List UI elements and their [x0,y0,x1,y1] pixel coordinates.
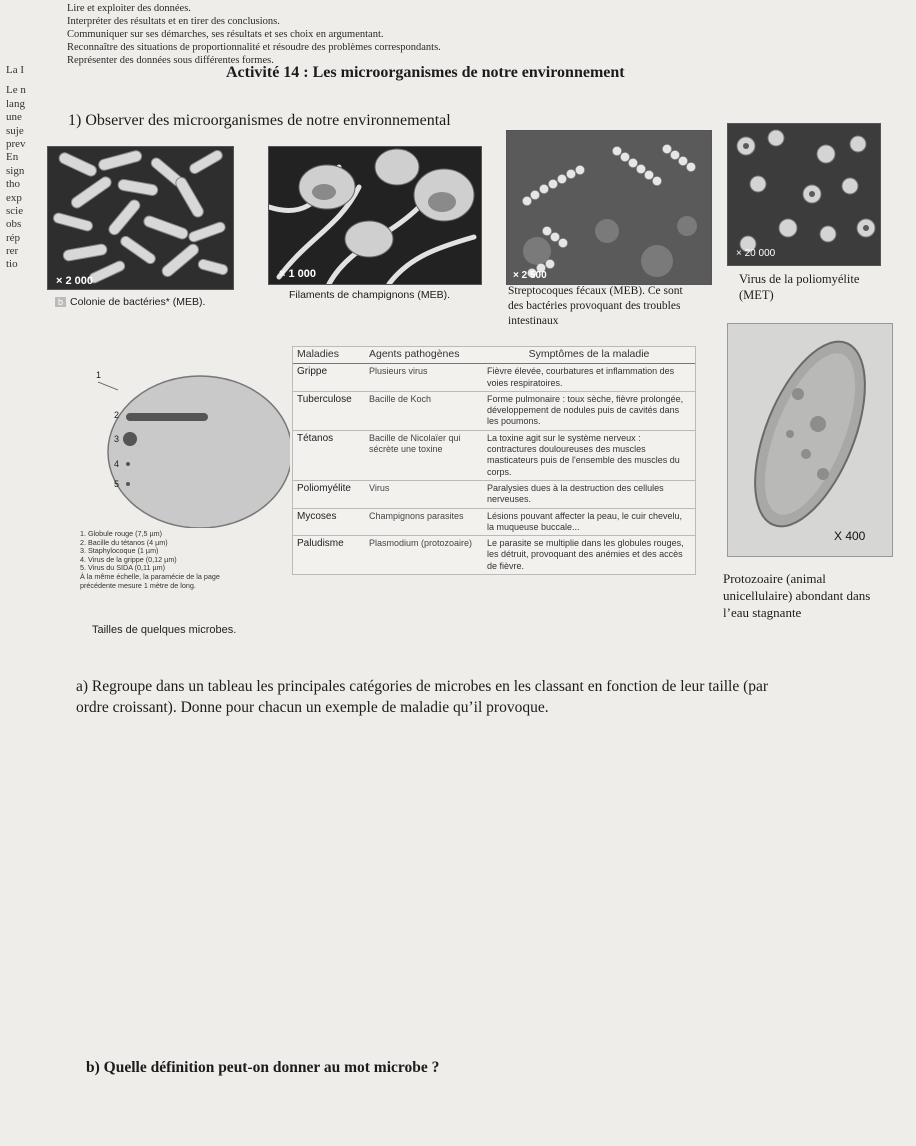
caption-letter-badge: b [55,297,66,307]
photo-caption: Filaments de champignons (MEB). [289,289,451,301]
magnification-label: × 2 500 [513,270,547,281]
column-header: Agents pathogènes [365,347,483,364]
skill-item: Interpréter des résultats et en tirer des conclusions. [67,16,280,27]
caption-line: l’eau stagnante [723,605,802,620]
caption-text: Colonie de bactéries* (MEB). [70,296,206,308]
fragment-line: rer [6,245,19,258]
table-row [293,508,695,536]
skill-item: Communiquer sur ses démarches, ses résultats et ses choix en argumentant. [67,29,384,40]
agent-cell: Bacille de Koch [365,391,483,430]
disease-cell: Tétanos [293,430,365,480]
protozoan-micrograph [727,323,893,557]
fungus-micrograph [268,146,482,285]
fragment-line: exp [6,191,22,204]
fragment-line: La I [6,64,25,76]
table-row [293,480,695,508]
fragment-line: scie [6,204,24,217]
disease-cell: Grippe [293,364,365,392]
symptoms-cell: Fièvre élevée, courbatures et inflammation des voies respiratoires. [483,364,695,392]
size-diagram-title: Tailles de quelques microbes. [92,624,237,636]
legend-item: À la même échelle, la paramécie de la page [80,571,220,581]
caption-line: Protozoaire (animal [723,571,826,586]
question-b: b) Quelle définition peut-on donner au mot microbe ? [86,1059,440,1076]
symptoms-cell: Forme pulmonaire : toux sèche, fièvre prolongée, développement de nodules puis de cavités dans les poumons. [483,391,695,430]
symptoms-cell: Paralysies dues à la destruction des cellules nerveuses. [483,480,695,508]
page-fragment-column [6,64,26,272]
table-row [293,364,695,392]
size-comparison-diagram [70,368,290,528]
polio-virus-micrograph [727,123,881,266]
skill-item: Reconnaître des situations de proportionnalité et résoudre des problèmes correspondants. [67,42,441,53]
column-header: Maladies [293,347,365,364]
table-row [293,391,695,430]
magnification-label: × 2 000 [56,275,94,287]
fragment-line: sign [6,164,25,177]
magnification-label: × 1 000 [279,268,317,280]
streptococci-micrograph [506,130,712,285]
agent-cell: Virus [365,480,483,508]
fragment-line: prev [6,137,26,150]
caption-line: Virus de la poliomyélite [739,272,860,286]
symptoms-cell: Lésions pouvant affecter la peau, le cuir chevelu, la muqueuse buccale... [483,508,695,536]
table-header-row [293,347,695,364]
fragment-line: une [6,111,22,124]
fragment-line: tho [6,178,21,191]
size-marker-label: 2 [114,410,120,420]
agent-cell: Champignons parasites [365,508,483,536]
size-marker-label: 5 [114,479,120,489]
photo-caption [508,284,683,329]
skills-list [67,2,441,67]
fragment-line: obs [6,218,22,231]
fragment-line: En [6,151,19,164]
agent-cell: Bacille de Nicolaïer qui sécrète une toxine [365,430,483,480]
disease-table-panel [292,346,696,575]
activity-title: Activité 14 : Les microorganismes de notre environnement [226,64,625,81]
fragment-line: lang [6,97,25,110]
caption-line: intestinaux [508,315,559,327]
legend-item: précédente mesure 1 mètre de long. [80,580,196,590]
legend-item: 4. Virus de la grippe (0,12 µm) [80,554,177,564]
disease-cell: Mycoses [293,508,365,536]
fragment-line: tio [6,258,18,271]
caption-line: unicellulaire) abondant dans [723,588,871,603]
caption-line: Streptocoques fécaux (MEB). Ce sont [508,285,683,297]
magnification-label: X 400 [834,529,866,543]
skill-item: Représenter des données sous différentes formes. [67,55,274,66]
bacteria-micrograph [47,146,234,290]
size-marker-label: 1 [96,370,102,380]
legend-item: 2. Bacille du tétanos (4 µm) [80,537,168,547]
legend-item: 3. Staphylocoque (1 µm) [80,546,159,556]
fragment-line: rép [6,231,21,244]
disease-cell: Paludisme [297,538,344,550]
disease-table [293,347,695,574]
disease-cell: Tuberculose [293,391,365,430]
question-a: a) Regroupe dans un tableau les principales catégories de microbes en les classant en fonction de leur taille (par ordre croissant). Donne pour chacun un exemple de maladie qu’il provoque. [76,678,769,716]
fragment-line: Le n [6,84,26,97]
fragment-line: suje [6,124,24,137]
symptoms-cell: Le parasite se multiplie dans les globules rouges, les détruit, provoquant des anémies et des accès de fièvre. [487,538,684,571]
caption-line: des bactéries provoquant des troubles [508,300,681,312]
column-header: Symptômes de la maladie [483,347,695,364]
legend-item: 1. Globule rouge (7,5 µm) [80,529,163,538]
skill-item: Lire et exploiter des données. [67,3,191,14]
legend-item: 5. Virus du SIDA (0,11 µm) [80,563,165,573]
size-legend [80,530,275,590]
table-row [293,430,695,480]
disease-cell: Poliomyélite [293,480,365,508]
photo-caption [739,271,859,303]
photo-caption [55,296,205,308]
size-marker-label: 3 [114,434,120,444]
table-row [293,536,695,574]
agent-cell: Plasmodium (protozoaire) [369,538,473,549]
photo-caption [723,570,870,621]
section-title: 1) Observer des microorganismes de notre environnemental [68,112,451,129]
size-marker-label: 4 [114,459,120,469]
symptoms-cell: La toxine agit sur le système nerveux : contractures douloureuses des muscles masticateurs puis de l'ensemble des muscles du corps. [483,430,695,480]
agent-cell: Plusieurs virus [365,364,483,392]
magnification-label: × 20 000 [736,248,776,259]
caption-line: (MET) [739,288,774,302]
